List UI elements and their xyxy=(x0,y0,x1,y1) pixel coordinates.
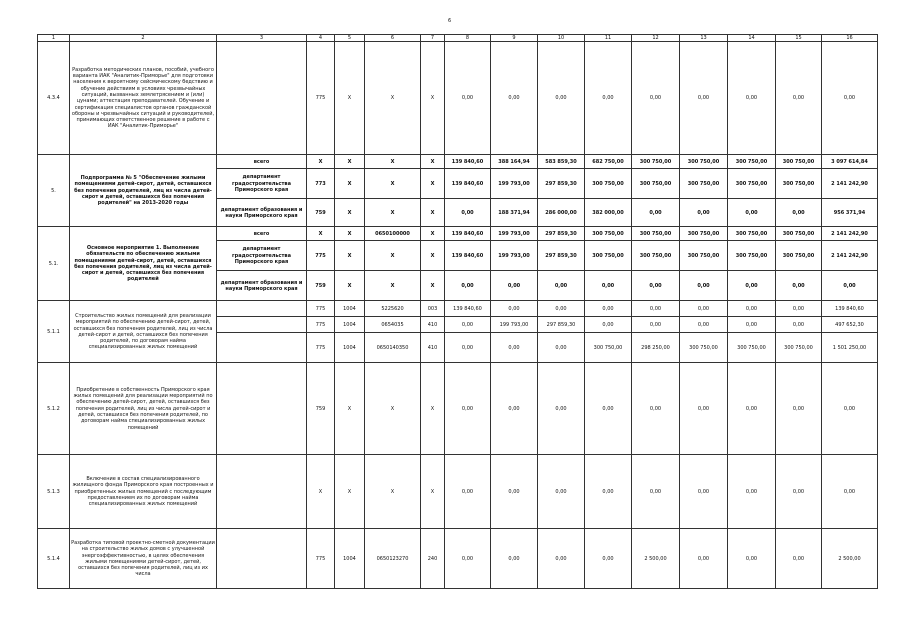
amount-cell-14: 300 750,00 xyxy=(728,241,776,271)
expense-type-cell: X xyxy=(421,271,445,301)
ministry-code-cell: 759 xyxy=(307,199,335,227)
amount-cell-12: 300 750,00 xyxy=(632,169,680,199)
amount-cell-16: 2 141 242,90 xyxy=(822,227,878,241)
expense-type-cell: 410 xyxy=(421,317,445,333)
amount-cell-13: 0,00 xyxy=(680,42,728,155)
executor-cell xyxy=(217,363,307,455)
amount-cell-8: 0,00 xyxy=(445,317,491,333)
item-description-cell: Разработка методических планов, пособий, учебного варианта ИАК "Аналитик-Приморье" для подготовки населения к вероятному сейсмическому бедствию и обучение действиям в условиях чрезвычайных ситуаций, вызванных землетрясением и (или) цунами; аттестация преподавателей. Обучение и сертификация специалистов органов гражданской обороны и чрезвычайных ситуаций и руководителей, принимающих ответственное решение в работе с ИАК "Аналитик-Приморье" xyxy=(70,42,217,155)
expense-type-cell: X xyxy=(421,42,445,155)
amount-cell-11: 0,00 xyxy=(585,301,632,317)
item-description-cell: Основное мероприятие 1. Выполнение обязательств по обеспечению жилыми помещениями детей-сирот, детей, оставшихся без попечения родителей, лиц из числа детей-сирот и детей, оставшихся без попечения родителей xyxy=(70,227,217,301)
expense-type-cell: 003 xyxy=(421,301,445,317)
amount-cell-15: 300 750,00 xyxy=(776,333,822,363)
amount-cell-9: 199 793,00 xyxy=(491,241,538,271)
amount-cell-10: 583 859,30 xyxy=(538,155,585,169)
amount-cell-12: 0,00 xyxy=(632,317,680,333)
expense-type-cell: X xyxy=(421,199,445,227)
section-code-cell: 1004 xyxy=(335,317,365,333)
amount-cell-14: 300 750,00 xyxy=(728,227,776,241)
amount-cell-16: 0,00 xyxy=(822,271,878,301)
amount-cell-15: 0,00 xyxy=(776,199,822,227)
target-code-cell: 0650140350 xyxy=(365,333,421,363)
executor-cell: департамент градостроительства Приморского края xyxy=(217,169,307,199)
amount-cell-15: 0,00 xyxy=(776,317,822,333)
executor-cell xyxy=(217,301,307,317)
target-code-cell: X xyxy=(365,241,421,271)
amount-cell-10: 0,00 xyxy=(538,333,585,363)
amount-cell-9: 199 793,00 xyxy=(491,169,538,199)
ministry-code-cell: 775 xyxy=(307,241,335,271)
expense-type-cell: X xyxy=(421,241,445,271)
amount-cell-9: 0,00 xyxy=(491,333,538,363)
header-cell-11: 11 xyxy=(585,35,632,42)
amount-cell-13: 300 750,00 xyxy=(680,241,728,271)
table-row xyxy=(38,42,878,155)
target-code-cell: X xyxy=(365,455,421,529)
amount-cell-13: 300 750,00 xyxy=(680,333,728,363)
amount-cell-14: 0,00 xyxy=(728,529,776,589)
table-row xyxy=(38,155,878,169)
amount-cell-8: 139 840,60 xyxy=(445,301,491,317)
amount-cell-16: 956 371,94 xyxy=(822,199,878,227)
item-number-cell: 5. xyxy=(38,155,70,227)
page-number: 6 xyxy=(448,18,452,24)
section-code-cell: X xyxy=(335,241,365,271)
target-code-cell: 0650123270 xyxy=(365,529,421,589)
amount-cell-14: 0,00 xyxy=(728,199,776,227)
program-table xyxy=(37,34,878,589)
amount-cell-12: 0,00 xyxy=(632,199,680,227)
executor-cell: департамент образования и науки Приморского края xyxy=(217,199,307,227)
table-row xyxy=(38,363,878,455)
section-code-cell: X xyxy=(335,199,365,227)
amount-cell-9: 0,00 xyxy=(491,455,538,529)
target-code-cell: X xyxy=(365,42,421,155)
amount-cell-8: 0,00 xyxy=(445,333,491,363)
target-code-cell: 0654035 xyxy=(365,317,421,333)
item-number-cell: 5.1.1 xyxy=(38,301,70,363)
section-code-cell: 1004 xyxy=(335,529,365,589)
amount-cell-8: 139 840,60 xyxy=(445,169,491,199)
amount-cell-11: 300 750,00 xyxy=(585,227,632,241)
amount-cell-12: 0,00 xyxy=(632,455,680,529)
section-code-cell: X xyxy=(335,42,365,155)
amount-cell-10: 0,00 xyxy=(538,271,585,301)
amount-cell-12: 300 750,00 xyxy=(632,227,680,241)
amount-cell-9: 0,00 xyxy=(491,363,538,455)
expense-type-cell: X xyxy=(421,155,445,169)
header-cell-9: 9 xyxy=(491,35,538,42)
ministry-code-cell: 759 xyxy=(307,363,335,455)
amount-cell-12: 298 250,00 xyxy=(632,333,680,363)
amount-cell-8: 0,00 xyxy=(445,455,491,529)
amount-cell-15: 0,00 xyxy=(776,301,822,317)
amount-cell-13: 0,00 xyxy=(680,271,728,301)
amount-cell-11: 382 000,00 xyxy=(585,199,632,227)
amount-cell-16: 497 652,30 xyxy=(822,317,878,333)
amount-cell-14: 0,00 xyxy=(728,42,776,155)
amount-cell-10: 0,00 xyxy=(538,301,585,317)
item-number-cell: 5.1.2 xyxy=(38,363,70,455)
expense-type-cell: 410 xyxy=(421,333,445,363)
ministry-code-cell: 775 xyxy=(307,333,335,363)
amount-cell-14: 0,00 xyxy=(728,363,776,455)
ministry-code-cell: 775 xyxy=(307,317,335,333)
header-cell-3: 3 xyxy=(217,35,307,42)
amount-cell-9: 0,00 xyxy=(491,271,538,301)
expense-type-cell: X xyxy=(421,363,445,455)
target-code-cell: 0650100000 xyxy=(365,227,421,241)
table-row xyxy=(38,227,878,241)
amount-cell-16: 2 141 242,90 xyxy=(822,169,878,199)
amount-cell-15: 0,00 xyxy=(776,455,822,529)
table-row xyxy=(38,301,878,317)
item-description-cell: Подпрограмма № 5 "Обеспечение жилыми помещениями детей-сирот, детей, оставшихся без попечения родителей, лиц из числа детей-сирот и детей, оставшихся без попечения родителей" на 2013-2020 годы xyxy=(70,155,217,227)
amount-cell-12: 0,00 xyxy=(632,363,680,455)
amount-cell-11: 0,00 xyxy=(585,363,632,455)
item-description-cell: Строительство жилых помещений для реализации мероприятий по обеспечению детей-сирот, детей, оставшихся без попечения родителей, лиц из числа детей-сирот и детей, оставшихся без попечения родителей, по договорам найма специализированных жилых помещений xyxy=(70,301,217,363)
amount-cell-15: 300 750,00 xyxy=(776,155,822,169)
amount-cell-8: 139 840,60 xyxy=(445,155,491,169)
amount-cell-12: 300 750,00 xyxy=(632,241,680,271)
header-cell-1: 1 xyxy=(38,35,70,42)
ministry-code-cell: 775 xyxy=(307,529,335,589)
executor-cell xyxy=(217,455,307,529)
item-number-cell: 4.3.4 xyxy=(38,42,70,155)
section-code-cell: X xyxy=(335,455,365,529)
header-cell-12: 12 xyxy=(632,35,680,42)
amount-cell-9: 0,00 xyxy=(491,529,538,589)
header-cell-2: 2 xyxy=(70,35,217,42)
amount-cell-14: 300 750,00 xyxy=(728,333,776,363)
amount-cell-9: 0,00 xyxy=(491,42,538,155)
amount-cell-16: 0,00 xyxy=(822,42,878,155)
amount-cell-12: 0,00 xyxy=(632,271,680,301)
amount-cell-15: 300 750,00 xyxy=(776,227,822,241)
section-code-cell: 1004 xyxy=(335,301,365,317)
amount-cell-12: 0,00 xyxy=(632,42,680,155)
amount-cell-10: 0,00 xyxy=(538,529,585,589)
header-cell-5: 5 xyxy=(335,35,365,42)
section-code-cell: X xyxy=(335,155,365,169)
amount-cell-14: 0,00 xyxy=(728,271,776,301)
header-cell-8: 8 xyxy=(445,35,491,42)
item-number-cell: 5.1. xyxy=(38,227,70,301)
header-cell-7: 7 xyxy=(421,35,445,42)
ministry-code-cell: X xyxy=(307,227,335,241)
amount-cell-11: 300 750,00 xyxy=(585,169,632,199)
amount-cell-10: 286 000,00 xyxy=(538,199,585,227)
amount-cell-12: 300 750,00 xyxy=(632,155,680,169)
header-cell-6: 6 xyxy=(365,35,421,42)
section-code-cell: X xyxy=(335,169,365,199)
header-cell-16: 16 xyxy=(822,35,878,42)
amount-cell-15: 0,00 xyxy=(776,42,822,155)
amount-cell-15: 0,00 xyxy=(776,363,822,455)
amount-cell-14: 0,00 xyxy=(728,317,776,333)
executor-cell xyxy=(217,333,307,363)
amount-cell-8: 0,00 xyxy=(445,271,491,301)
amount-cell-13: 0,00 xyxy=(680,455,728,529)
item-description-cell: Разработка типовой проектно-сметной документации на строительство жилых домов с улучшенной энергоэффективностью, в целях обеспечения жилыми помещениями детей-сирот, детей, оставшихся без попечения родителей, лиц из их числа xyxy=(70,529,217,589)
amount-cell-9: 188 371,94 xyxy=(491,199,538,227)
amount-cell-15: 0,00 xyxy=(776,529,822,589)
amount-cell-10: 0,00 xyxy=(538,42,585,155)
executor-cell xyxy=(217,42,307,155)
section-code-cell: X xyxy=(335,227,365,241)
amount-cell-8: 139 840,60 xyxy=(445,227,491,241)
amount-cell-10: 0,00 xyxy=(538,363,585,455)
expense-type-cell: X xyxy=(421,169,445,199)
ministry-code-cell: 775 xyxy=(307,42,335,155)
target-code-cell: X xyxy=(365,199,421,227)
ministry-code-cell: 759 xyxy=(307,271,335,301)
table-row xyxy=(38,455,878,529)
target-code-cell: X xyxy=(365,363,421,455)
amount-cell-14: 300 750,00 xyxy=(728,155,776,169)
section-code-cell: X xyxy=(335,271,365,301)
amount-cell-11: 682 750,00 xyxy=(585,155,632,169)
amount-cell-16: 3 097 614,84 xyxy=(822,155,878,169)
executor-cell: всего xyxy=(217,155,307,169)
amount-cell-13: 300 750,00 xyxy=(680,155,728,169)
amount-cell-11: 0,00 xyxy=(585,529,632,589)
section-code-cell: 1004 xyxy=(335,333,365,363)
amount-cell-14: 0,00 xyxy=(728,301,776,317)
ministry-code-cell: X xyxy=(307,455,335,529)
amount-cell-9: 388 164,94 xyxy=(491,155,538,169)
amount-cell-13: 300 750,00 xyxy=(680,169,728,199)
header-row xyxy=(38,35,878,42)
header-cell-14: 14 xyxy=(728,35,776,42)
executor-cell: департамент образования и науки Приморского края xyxy=(217,271,307,301)
target-code-cell: X xyxy=(365,155,421,169)
amount-cell-8: 0,00 xyxy=(445,42,491,155)
amount-cell-13: 0,00 xyxy=(680,199,728,227)
target-code-cell: X xyxy=(365,271,421,301)
amount-cell-10: 0,00 xyxy=(538,455,585,529)
header-cell-10: 10 xyxy=(538,35,585,42)
amount-cell-16: 0,00 xyxy=(822,455,878,529)
amount-cell-12: 2 500,00 xyxy=(632,529,680,589)
amount-cell-8: 139 840,60 xyxy=(445,241,491,271)
amount-cell-16: 2 141 242,90 xyxy=(822,241,878,271)
amount-cell-13: 300 750,00 xyxy=(680,227,728,241)
expense-type-cell: X xyxy=(421,227,445,241)
amount-cell-11: 300 750,00 xyxy=(585,241,632,271)
expense-type-cell: 240 xyxy=(421,529,445,589)
ministry-code-cell: 773 xyxy=(307,169,335,199)
amount-cell-15: 0,00 xyxy=(776,271,822,301)
amount-cell-13: 0,00 xyxy=(680,317,728,333)
amount-cell-16: 2 500,00 xyxy=(822,529,878,589)
amount-cell-16: 139 840,60 xyxy=(822,301,878,317)
ministry-code-cell: 775 xyxy=(307,301,335,317)
executor-cell xyxy=(217,529,307,589)
amount-cell-15: 300 750,00 xyxy=(776,169,822,199)
ministry-code-cell: X xyxy=(307,155,335,169)
amount-cell-11: 0,00 xyxy=(585,317,632,333)
header-cell-15: 15 xyxy=(776,35,822,42)
amount-cell-14: 300 750,00 xyxy=(728,169,776,199)
executor-cell xyxy=(217,317,307,333)
amount-cell-11: 0,00 xyxy=(585,455,632,529)
amount-cell-9: 199 793,00 xyxy=(491,317,538,333)
amount-cell-16: 0,00 xyxy=(822,363,878,455)
item-number-cell: 5.1.3 xyxy=(38,455,70,529)
expense-type-cell: X xyxy=(421,455,445,529)
amount-cell-10: 297 859,30 xyxy=(538,317,585,333)
amount-cell-11: 0,00 xyxy=(585,271,632,301)
section-code-cell: X xyxy=(335,363,365,455)
amount-cell-10: 297 859,30 xyxy=(538,169,585,199)
amount-cell-10: 297 859,30 xyxy=(538,227,585,241)
table-row xyxy=(38,529,878,589)
target-code-cell: 5225620 xyxy=(365,301,421,317)
amount-cell-12: 0,00 xyxy=(632,301,680,317)
amount-cell-8: 0,00 xyxy=(445,529,491,589)
amount-cell-10: 297 859,30 xyxy=(538,241,585,271)
item-description-cell: Приобретение в собственность Приморского края жилых помещений для реализации мероприятий по обеспечению детей-сирот, детей, оставшихся без попечения родителей, лиц из числа детей-сирот и детей, оставшихся без попечения родителей, по договорам найма специализированных жилых помещений xyxy=(70,363,217,455)
amount-cell-16: 1 501 250,00 xyxy=(822,333,878,363)
amount-cell-9: 199 793,00 xyxy=(491,227,538,241)
amount-cell-11: 0,00 xyxy=(585,42,632,155)
amount-cell-8: 0,00 xyxy=(445,199,491,227)
amount-cell-13: 0,00 xyxy=(680,363,728,455)
target-code-cell: X xyxy=(365,169,421,199)
item-description-cell: Включение в состав специализированного жилищного фонда Приморского края построенных и приобретенных жилых помещений с последующим предоставлением их по договорам найма специализированных жилых помещений xyxy=(70,455,217,529)
amount-cell-13: 0,00 xyxy=(680,529,728,589)
amount-cell-8: 0,00 xyxy=(445,363,491,455)
header-cell-13: 13 xyxy=(680,35,728,42)
executor-cell: всего xyxy=(217,227,307,241)
amount-cell-13: 0,00 xyxy=(680,301,728,317)
header-cell-4: 4 xyxy=(307,35,335,42)
amount-cell-15: 300 750,00 xyxy=(776,241,822,271)
amount-cell-9: 0,00 xyxy=(491,301,538,317)
amount-cell-11: 300 750,00 xyxy=(585,333,632,363)
amount-cell-14: 0,00 xyxy=(728,455,776,529)
item-number-cell: 5.1.4 xyxy=(38,529,70,589)
executor-cell: департамент градостроительства Приморского края xyxy=(217,241,307,271)
